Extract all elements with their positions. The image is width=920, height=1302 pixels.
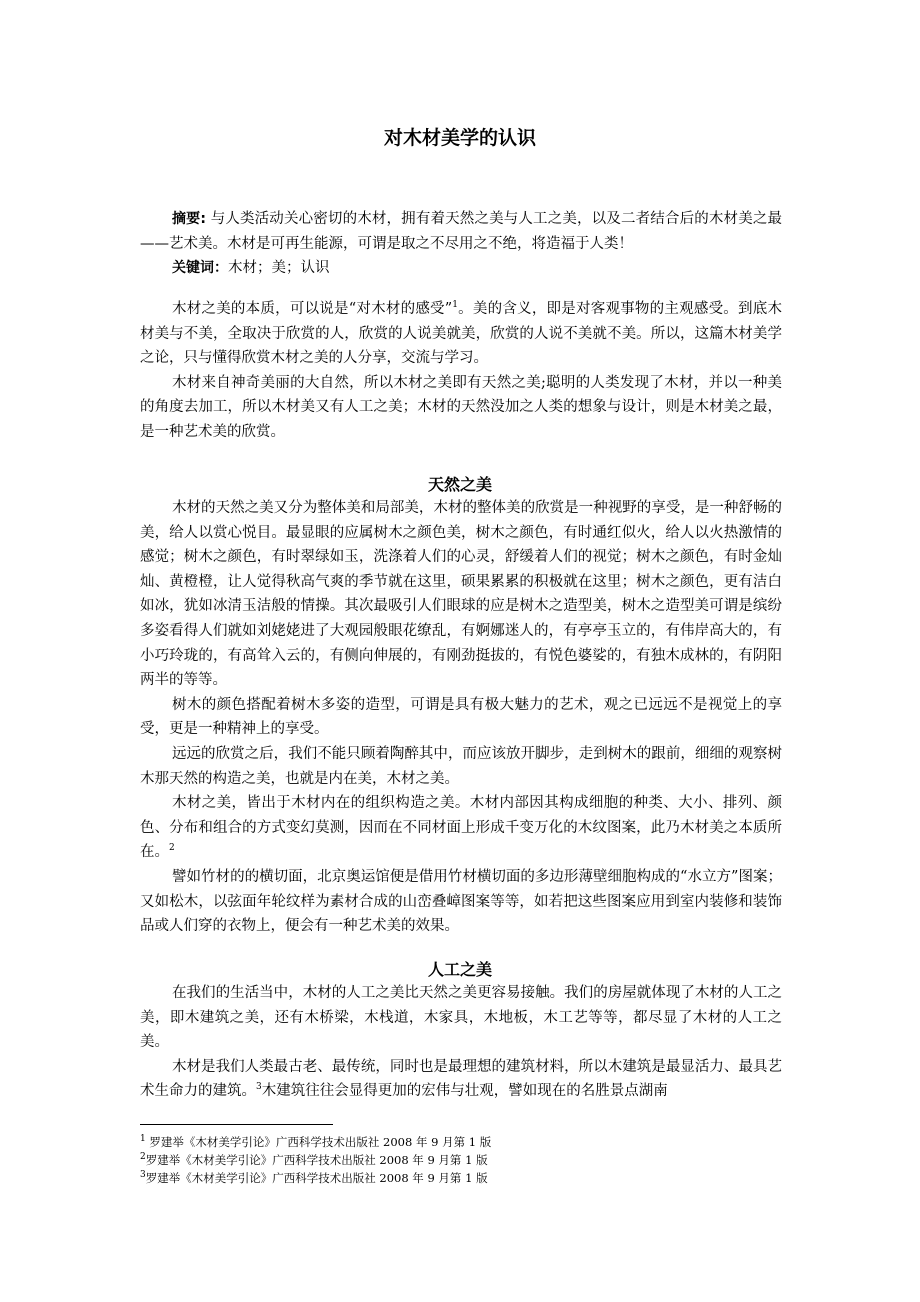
- footnote-text: 罗建举《木材美学引论》广西科学技术出版社 2008 年 9 月第 1 版: [145, 1135, 492, 1149]
- footnote-2: [140, 1151, 782, 1169]
- abstract-text: 与人类活动关心密切的木材，拥有着天然之美与人工之美，以及二者结合后的木材美之最——艺术美。木材是可再生能源，可谓是取之不尽用之不绝，将造福于人类！: [140, 211, 783, 252]
- natural-paragraph-5: 譬如竹材的的横切面，北京奥运馆便是借用竹材横切面的多边形薄壁细胞构成的“水立方”图案；又如松木，以弦面年轮纹样为素材合成的山峦叠嶂图案等等，如若把这些图案应用到室内装修和装饰品或人们穿的衣物上，便会有一种艺术美的效果。: [140, 868, 782, 935]
- footnote-number: 2: [140, 1152, 146, 1163]
- keywords-label: 关键词：: [172, 260, 228, 277]
- natural-paragraph-3: 远远的欣赏之后，我们不能只顾着陶醉其中，而应该放开脚步，走到树木的跟前，细细的观察树木那天然的构造之美，也就是内在美，木材之美。: [140, 745, 782, 787]
- artificial-p2-text-a: 木材是我们人类最古老、最传统，同时也是最理想的建筑材料，所以木建筑是最显活力、最具艺术生命力的建筑。: [140, 1058, 782, 1100]
- intro-paragraph-2: 木材来自神奇美丽的大自然，所以木材之美即有天然之美;聪明的人类发现了木材，并以一种美的角度去加工，所以木材美又有人工之美；木材的天然没加之人类的想象与设计，则是木材美之最，是一种艺术美的欣赏。: [140, 374, 782, 440]
- natural-p4-text: 木材之美，皆出于木材内在的组织构造之美。木材内部因其构成细胞的种类、大小、排列、颜色、分布和组合的方式变幻莫测，因而在不同材面上形成千变万化的木纹图案，此乃木材美之本质所在。: [140, 795, 782, 861]
- intro-p1-text-b: 。美的含义，即是对客观事物的主观感受。到底木材美与不美，全取决于欣赏的人，欣赏的人说美就美，欣赏的人说不美就不美。所以，这篇木材美学之论，只与懂得欣赏木材之美的人分享，交流与学习。: [140, 301, 782, 367]
- footnote-divider: [140, 1124, 333, 1125]
- footnote-ref-2[interactable]: 2: [169, 843, 175, 854]
- abstract-colon: :: [200, 211, 206, 227]
- section-artificial-body: [140, 981, 782, 1104]
- intro-paragraph-1: [140, 297, 782, 371]
- section-heading-artificial: 人工之美: [427, 960, 492, 979]
- abstract-paragraph: [140, 207, 782, 256]
- artificial-paragraph-1: 在我们的生活当中，木材的人工之美比天然之美更容易接触。我们的房屋就体现了木材的人工之美，即木建筑之美，还有木桥梁，木栈道，木家具，木地板，木工艺等等，都尽显了木材的人工之美。: [140, 985, 782, 1051]
- footnotes: [140, 1133, 782, 1187]
- artificial-p2-text-b: 木建筑往往会显得更加的宏伟与壮观，譬如现在的名胜景点湖南: [261, 1083, 668, 1100]
- footnote-number: 3: [140, 1170, 146, 1181]
- keywords-text: 木材；美；认识: [228, 260, 330, 277]
- footnote-3: [140, 1169, 782, 1187]
- natural-paragraph-1: 木材的天然之美又分为整体美和局部美，木材的整体美的欣赏是一种视野的享受，是一种舒畅的美，给人以赏心悦目。最显眼的应属树木之颜色美，树木之颜色，有时通红似火，给人以火热激情的感觉；树木之颜色，有时翠绿如玉，洗涤着人们的心灵，舒缓着人们的视觉；树木之颜色，有时金灿灿、黄橙橙，让人觉得秋高气爽的季节就在这里，硕果累累的积极就在这里；树木之颜色，更有洁白如冰，犹如冰清玉洁般的情操。其次最吸引人们眼球的应是树木之造型美，树木之造型美可谓是缤纷多姿看得人们就如刘姥姥进了大观园般眼花缭乱，有婀娜迷人的，有亭亭玉立的，有伟岸高大的，有小巧玲珑的，有高耸入云的，有侧向伸展的，有刚劲挺拔的，有悦色婆娑的，有独木成林的，有阴阳两半的等等。: [140, 500, 782, 689]
- natural-paragraph-2: 树木的颜色搭配着树木多姿的造型，可谓是具有极大魅力的艺术，观之已远远不是视觉上的享受，更是一种精神上的享受。: [140, 696, 782, 738]
- footnote-ref-3[interactable]: 3: [256, 1082, 262, 1093]
- footnote-text: 罗建举《木材美学引论》广西科学技术出版社 2008 年 9 月第 1 版: [145, 1153, 488, 1167]
- footnote-ref-1[interactable]: 1: [452, 300, 458, 311]
- intro-block: [140, 297, 782, 445]
- section-natural-body: [140, 496, 782, 939]
- footnote-1: [140, 1133, 782, 1151]
- artificial-paragraph-2: [140, 1055, 782, 1104]
- abstract-block: [140, 207, 782, 281]
- footnote-number: 1: [140, 1134, 146, 1145]
- page-title: 对木材美学的认识: [383, 127, 536, 149]
- natural-paragraph-4: [140, 791, 782, 865]
- section-heading-natural: 天然之美: [427, 475, 492, 494]
- abstract-label: 摘要: [172, 211, 201, 227]
- footnote-text: 罗建举《木材美学引论》广西科学技术出版社 2008 年 9 月第 1 版: [145, 1171, 488, 1185]
- keywords-line: [140, 256, 782, 281]
- intro-p1-text-a: 木材之美的本质，可以说是“对木材的感受”: [172, 301, 453, 317]
